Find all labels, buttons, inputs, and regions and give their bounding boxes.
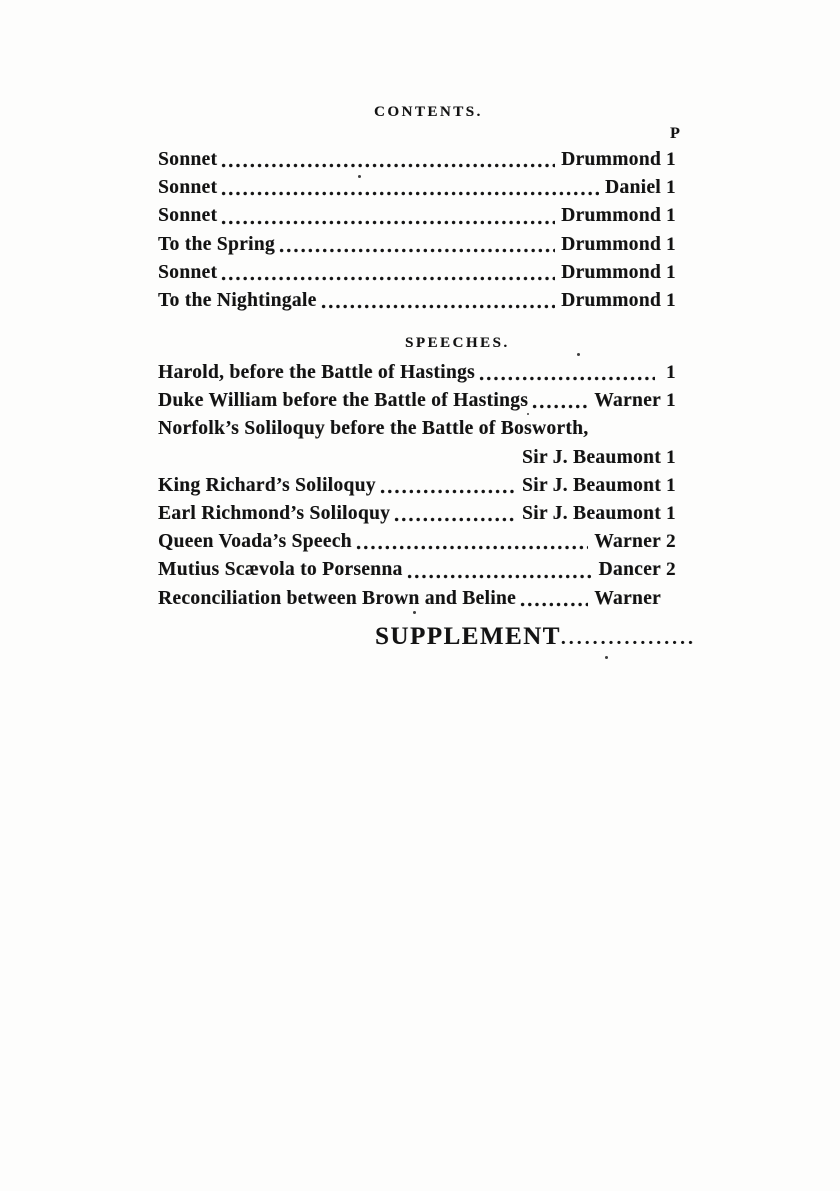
dot-leader bbox=[220, 191, 599, 196]
entry-title: Duke William before the Battle of Hastings bbox=[158, 390, 529, 412]
entry-title: Sonnet bbox=[158, 149, 218, 170]
toc-row bbox=[158, 500, 679, 528]
entry-author: Warner bbox=[594, 531, 661, 553]
entry-title: Harold, before the Battle of Hastings bbox=[158, 362, 475, 383]
dot-leader bbox=[220, 163, 555, 168]
entry-author: Drummond bbox=[561, 149, 661, 170]
entry-page-fragment bbox=[666, 585, 679, 613]
contents-heading: CONTENTS. bbox=[374, 104, 483, 120]
scan-speckle bbox=[577, 353, 580, 356]
dot-leader bbox=[278, 248, 555, 253]
entry-author: Warner bbox=[594, 390, 661, 412]
entry-author: Drummond bbox=[561, 261, 661, 283]
dot-leader bbox=[379, 489, 516, 494]
entry-page-fragment: 1 bbox=[666, 233, 676, 255]
scan-speckle bbox=[358, 175, 361, 178]
entry-author: Warner bbox=[594, 587, 661, 609]
speeches-heading: SPEECHES. bbox=[405, 335, 510, 351]
toc-row bbox=[158, 528, 679, 556]
dot-leader bbox=[220, 220, 555, 225]
toc-row bbox=[158, 174, 679, 202]
entry-page-fragment: 1 bbox=[666, 289, 676, 311]
entry-page-fragment: 1 bbox=[666, 474, 676, 496]
entry-author: Dancer bbox=[598, 559, 661, 581]
entry-page-fragment: 2 bbox=[666, 559, 676, 581]
entry-author: Drummond bbox=[561, 233, 661, 255]
toc-row-continuation bbox=[158, 444, 679, 472]
dot-leader bbox=[406, 574, 593, 579]
supplement-entry bbox=[375, 622, 697, 654]
entry-page-fragment: 1 bbox=[666, 205, 676, 227]
entry-page-fragment: 1 bbox=[666, 362, 676, 383]
dot-leader bbox=[393, 517, 516, 522]
dot-leader bbox=[220, 276, 555, 281]
dot-leader bbox=[320, 304, 556, 309]
entry-title: Mutius Scævola to Porsenna bbox=[158, 559, 403, 581]
entry-author: Sir J. Beaumont bbox=[521, 446, 661, 468]
page-column-header: P bbox=[670, 125, 680, 142]
entry-title: Sonnet bbox=[158, 177, 218, 199]
supplement-dot-leader: ................. bbox=[560, 628, 697, 649]
toc-row bbox=[158, 287, 679, 315]
entry-title: Sonnet bbox=[158, 205, 218, 227]
entry-author: Sir J. Beaumont bbox=[521, 474, 661, 496]
entry-title: Sonnet bbox=[158, 261, 218, 283]
entry-page-fragment: 2 bbox=[666, 531, 676, 553]
entry-page-fragment: 1 bbox=[666, 177, 676, 199]
dot-leader bbox=[519, 602, 588, 607]
entry-title: Reconciliation between Brown and Beline bbox=[158, 587, 517, 609]
dot-leader bbox=[355, 545, 588, 550]
poems-toc bbox=[158, 146, 679, 315]
scan-speckle bbox=[527, 413, 529, 415]
toc-row-wrapped-title bbox=[158, 415, 679, 443]
entry-page-fragment: 1 bbox=[666, 149, 676, 170]
toc-row bbox=[158, 387, 679, 415]
toc-row bbox=[158, 585, 679, 613]
toc-row bbox=[158, 146, 679, 174]
entry-title: To the Spring bbox=[158, 233, 275, 255]
continuation-indent bbox=[158, 444, 520, 472]
toc-row bbox=[158, 202, 679, 230]
toc-row bbox=[158, 359, 679, 387]
speeches-toc bbox=[158, 359, 679, 613]
entry-page-fragment: 1 bbox=[666, 390, 676, 412]
scan-speckle bbox=[413, 611, 416, 614]
toc-row bbox=[158, 472, 679, 500]
entry-title: Earl Richmond’s Soliloquy bbox=[158, 502, 391, 524]
dot-leader bbox=[478, 376, 655, 381]
entry-author: Sir J. Beaumont bbox=[521, 502, 661, 524]
entry-author: Daniel bbox=[605, 177, 661, 199]
entry-title: To the Nightingale bbox=[158, 289, 317, 311]
dot-leader bbox=[531, 404, 588, 409]
entry-title: Queen Voada’s Speech bbox=[158, 531, 352, 553]
entry-page-fragment: 1 bbox=[666, 446, 676, 468]
toc-row bbox=[158, 556, 679, 584]
toc-row bbox=[158, 231, 679, 259]
entry-title: King Richard’s Soliloquy bbox=[158, 474, 376, 496]
entry-author: Drummond bbox=[561, 289, 661, 311]
entry-title: Norfolk’s Soliloquy before the Battle of Bosworth, bbox=[158, 418, 589, 440]
entry-page-fragment: 1 bbox=[666, 502, 676, 524]
entry-author: Drummond bbox=[561, 205, 661, 227]
toc-row bbox=[158, 259, 679, 287]
entry-page-fragment: 1 bbox=[666, 261, 676, 283]
scan-speckle bbox=[605, 656, 608, 659]
supplement-title: SUPPLEMENT bbox=[375, 623, 561, 650]
